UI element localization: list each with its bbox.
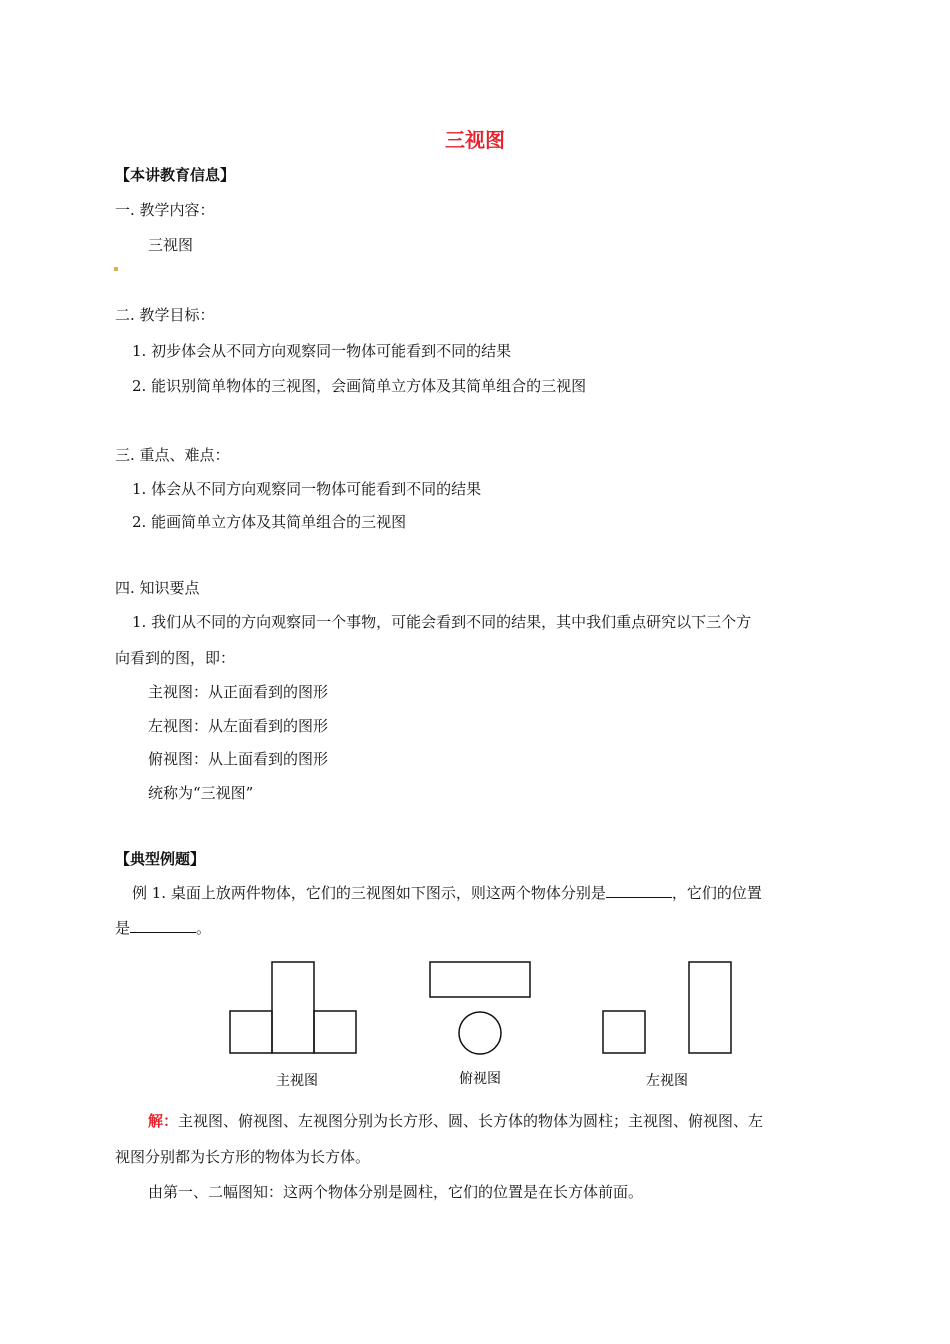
top-view-rect	[430, 962, 530, 997]
front-view-left-square	[230, 1011, 272, 1053]
solution-label: 解：	[148, 1112, 179, 1130]
caption-top-view: 俯视图	[459, 1071, 501, 1087]
answer-blank-1[interactable]	[606, 883, 672, 898]
part1-heading: 一. 教学内容：	[115, 201, 215, 219]
view-definition-top: 俯视图：从上面看到的图形	[148, 750, 329, 768]
part3-item-1: 1. 体会从不同方向观察同一物体可能看到不同的结果	[132, 480, 482, 498]
example1-text-c: 是	[115, 919, 131, 937]
top-view-circle	[459, 1012, 501, 1054]
part2-item-2: 2. 能识别简单物体的三视图，会画简单立方体及其简单组合的三视图	[132, 377, 587, 395]
solution-line2: 视图分别都为长方形的物体为长方体。	[115, 1148, 371, 1166]
section-info-heading: 【本讲教育信息】	[115, 166, 236, 184]
three-view-figure	[220, 955, 740, 1095]
answer-blank-2[interactable]	[130, 918, 196, 933]
section-examples-heading: 【典型例题】	[115, 850, 206, 868]
part3-item-2: 2. 能画简单立方体及其简单组合的三视图	[132, 513, 407, 531]
part1-content: 三视图	[148, 236, 194, 254]
example1-text-b: ，它们的位置	[671, 884, 762, 902]
part2-heading: 二. 教学目标：	[115, 306, 215, 324]
solution-line3: 由第一、二幅图知：这两个物体分别是圆柱，它们的位置是在长方体前面。	[148, 1183, 644, 1201]
text-cursor-mark	[114, 267, 118, 271]
part2-item-1: 1. 初步体会从不同方向观察同一物体可能看到不同的结果	[132, 342, 512, 360]
part4-heading: 四. 知识要点	[115, 579, 200, 597]
part4-item1-line1: 1. 我们从不同的方向观察同一个事物，可能会看到不同的结果，其中我们重点研究以下三个方	[132, 613, 752, 631]
front-view-right-square	[314, 1011, 356, 1053]
solution-line1	[148, 1111, 763, 1131]
left-view-square	[603, 1011, 645, 1053]
example1-text-a: 例 1. 桌面上放两件物体，它们的三视图如下图示，则这两个物体分别是	[132, 884, 606, 902]
left-view-rect	[689, 962, 731, 1053]
front-view-center-rect	[272, 962, 314, 1053]
example1-text-d: 。	[196, 919, 212, 937]
solution-text-1: 主视图、俯视图、左视图分别为长方形、圆、长方体的物体为圆柱；主视图、俯视图、左	[178, 1112, 764, 1130]
caption-left-view: 左视图	[646, 1073, 688, 1089]
example1-line1	[132, 883, 762, 903]
example1-line2	[115, 918, 211, 938]
part3-heading: 三. 重点、难点：	[115, 446, 230, 464]
caption-front-view: 主视图	[276, 1073, 318, 1089]
view-definition-left: 左视图：从左面看到的图形	[148, 717, 329, 735]
part4-item1-line2: 向看到的图，即：	[115, 649, 236, 667]
view-definition-front: 主视图：从正面看到的图形	[148, 683, 329, 701]
page-title: 三视图	[445, 128, 505, 152]
views-summary: 统称为“三视图”	[148, 784, 254, 802]
